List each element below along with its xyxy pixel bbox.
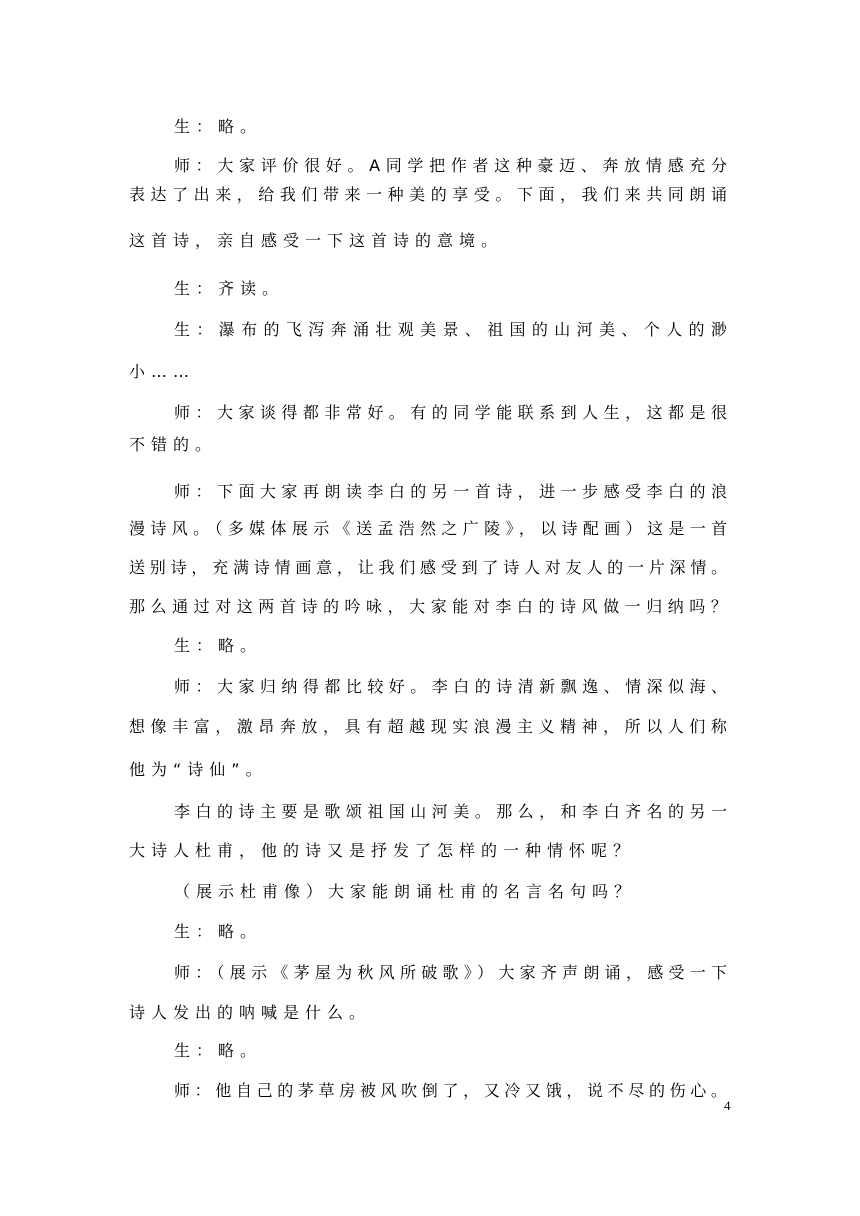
- text-line: 这首诗，亲自感受一下这首诗的意境。: [129, 231, 504, 250]
- text-line: 师：大家谈得都非常好。有的同学能联系到人生，这都是很: [174, 403, 733, 422]
- text-line: 生：略。: [174, 922, 263, 941]
- page-number: 4: [724, 1098, 731, 1113]
- text-line: 生：略。: [174, 1041, 263, 1060]
- text-line: 师：大家归纳得都比较好。李白的诗清新飘逸、情深似海、: [174, 677, 733, 696]
- text-line: 诗人发出的呐喊是什么。: [129, 1003, 372, 1022]
- text-line: 生：瀑布的飞泻奔涌壮观美景、祖国的山河美、个人的渺: [174, 320, 734, 339]
- text-line: 师：他自己的茅草房被风吹倒了，又冷又饿，说不尽的伤心。: [174, 1081, 732, 1100]
- text-line: 李白的诗主要是歌颂祖国山河美。那么，和李白齐名的另一: [174, 802, 733, 821]
- text-line: 师：（展示《茅屋为秋风所破歌》）大家齐声朗诵，感受一下: [174, 963, 733, 982]
- text-line: 表达了出来，给我们带来一种美的享受。下面，我们来共同朗诵: [129, 185, 733, 204]
- text-line: 师：下面大家再朗读李白的另一首诗，进一步感受李白的浪: [174, 482, 733, 501]
- text-line: 生：略。: [174, 636, 263, 655]
- text-line: 那么通过对这两首诗的吟咏，大家能对李白的诗风做一归纳吗？: [129, 597, 733, 616]
- text-line: 生：略。: [174, 117, 263, 136]
- text-line: 大诗人杜甫，他的诗又是抒发了怎样的一种情怀呢？: [129, 841, 636, 860]
- text-line: 送别诗，充满诗情画意，让我们感受到了诗人对友人的一片深情。: [129, 558, 732, 577]
- text-line: 生：齐读。: [174, 279, 285, 298]
- text-line: （展示杜甫像）大家能朗诵杜甫的名言名句吗？: [174, 882, 637, 901]
- text-line: 漫诗风。（多媒体展示《送孟浩然之广陵》，以诗配画）这是一首: [129, 519, 733, 538]
- text-line: 师：大家评价很好。A同学把作者这种豪迈、奔放情感充分: [174, 156, 733, 175]
- text-line: 小……: [129, 362, 196, 381]
- text-line: 不错的。: [129, 435, 218, 454]
- text-line: 想像丰富，激昂奔放，具有超越现实浪漫主义精神，所以人们称: [129, 717, 733, 736]
- text-line: 他为“诗仙”。: [129, 760, 268, 779]
